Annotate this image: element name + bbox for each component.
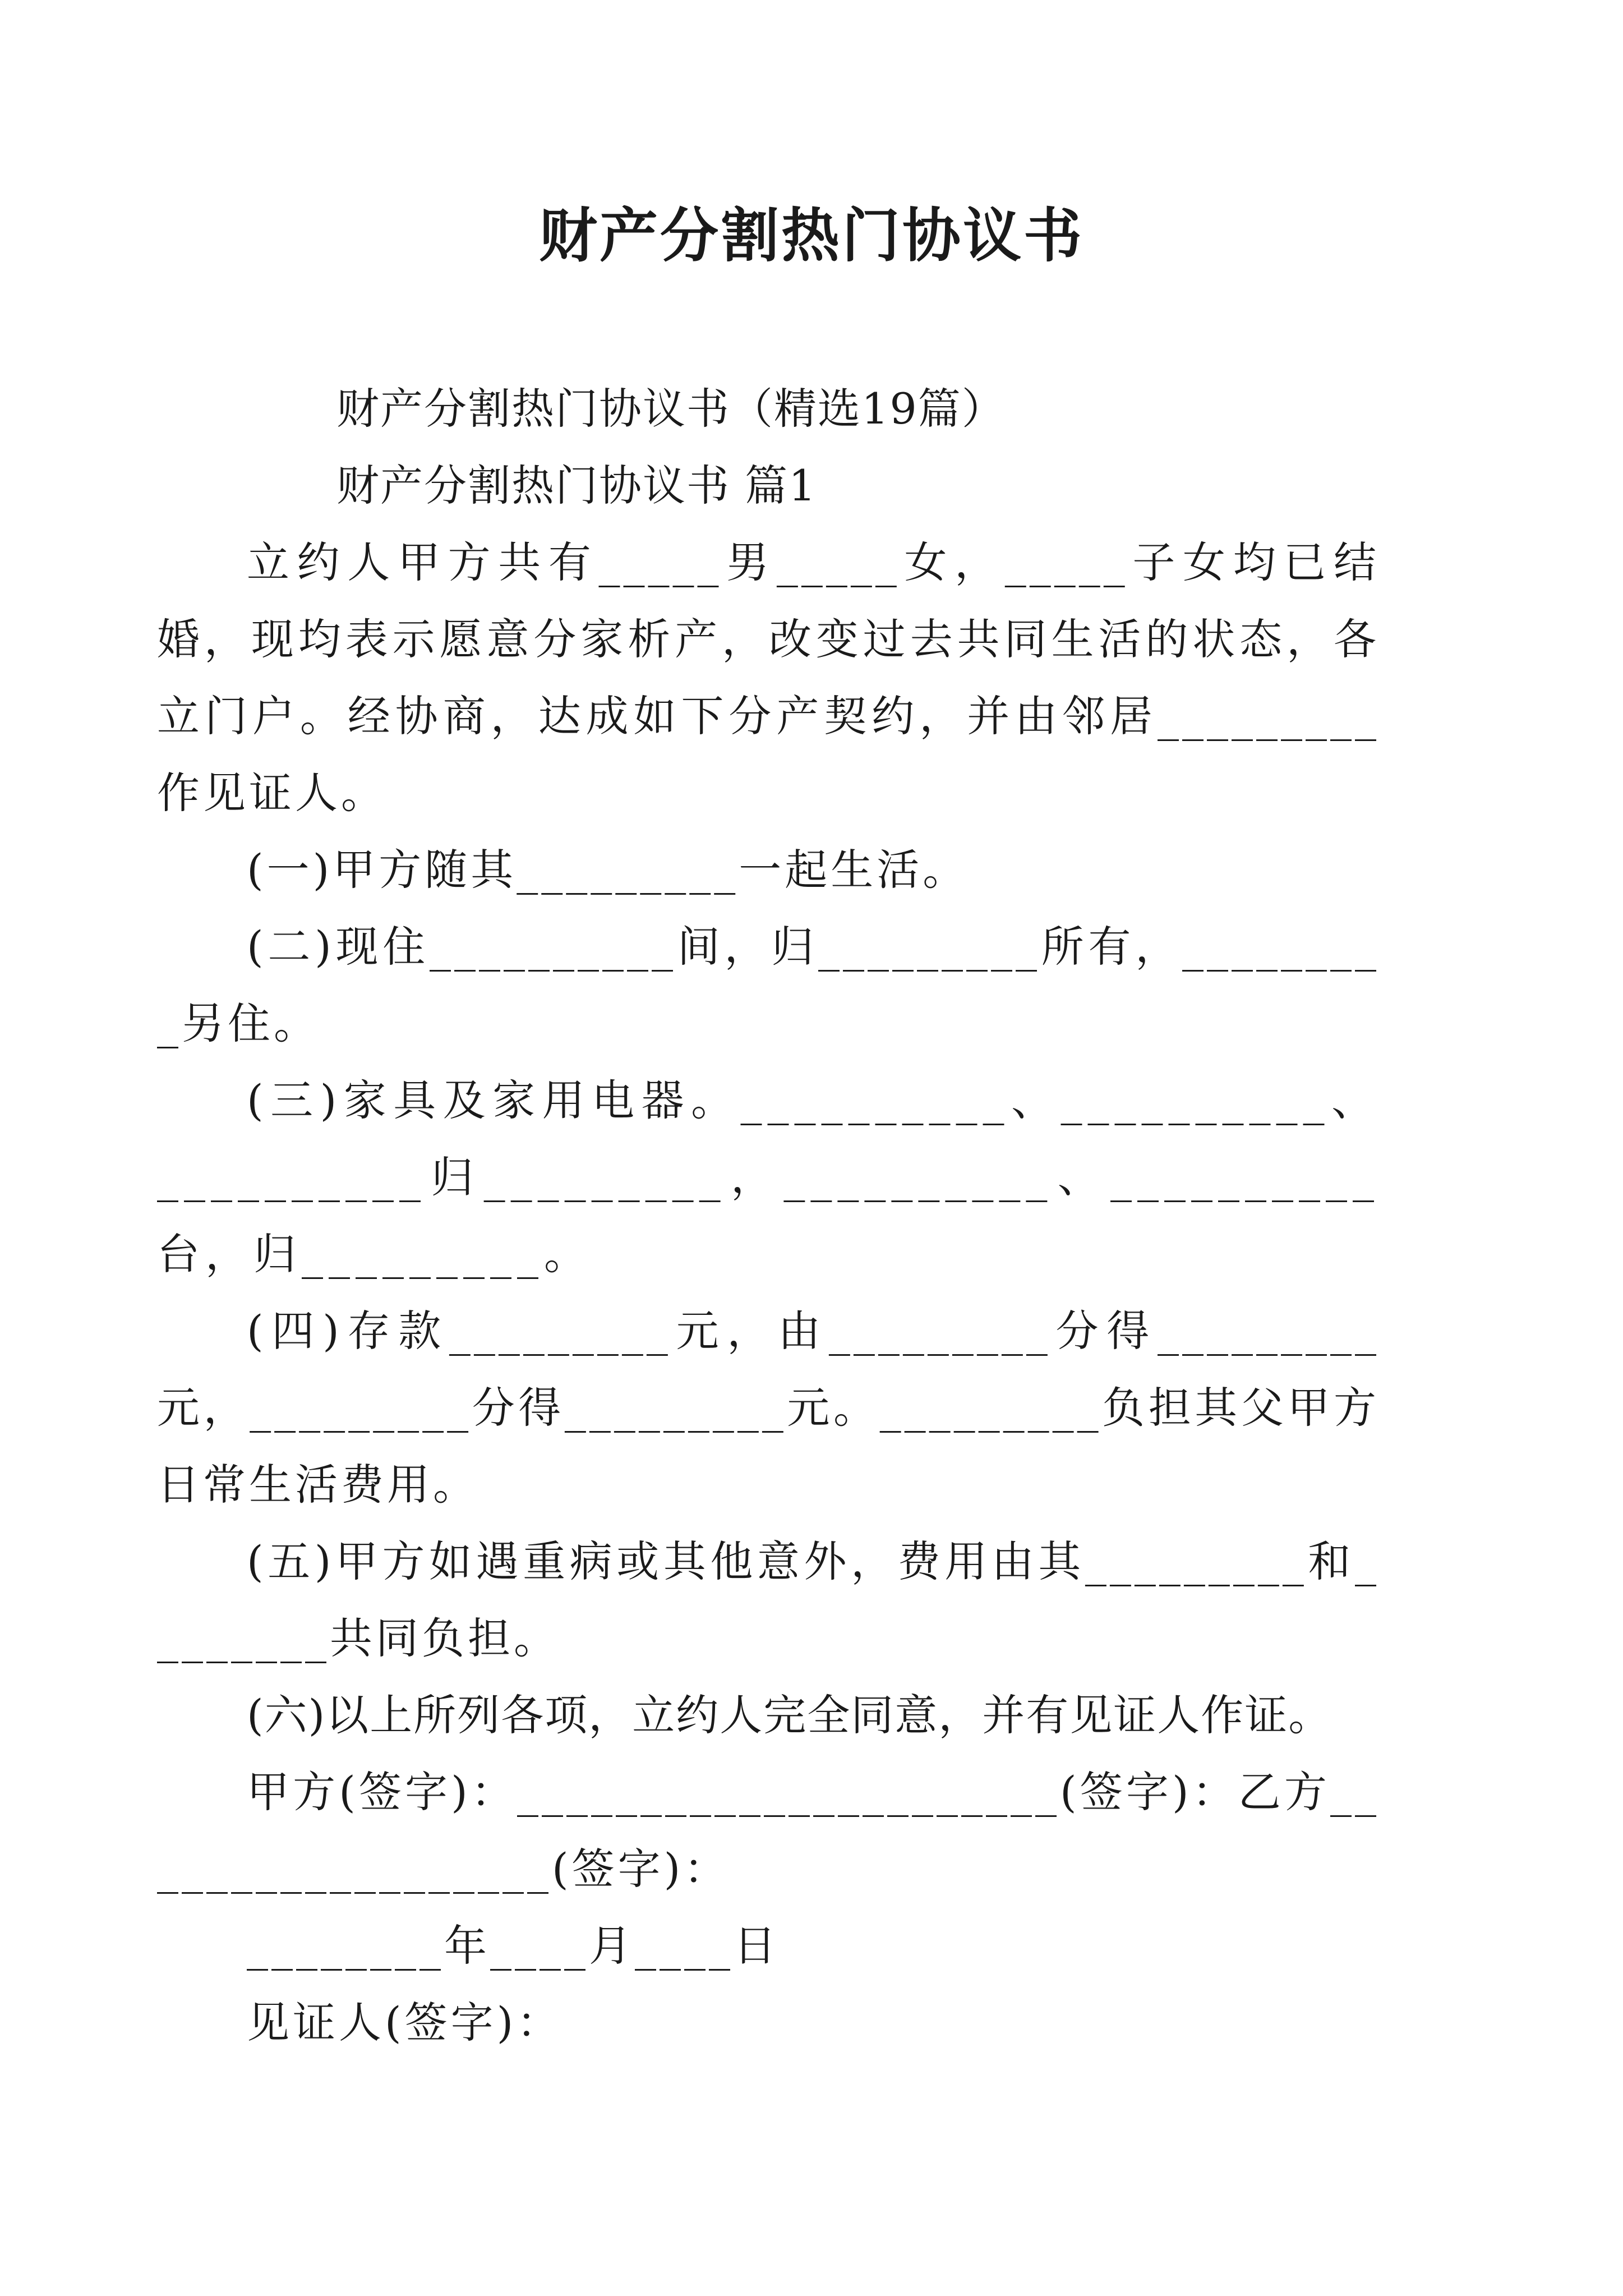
paragraph-date: ________年____月____日 [247,1921,780,1971]
document-body [157,370,1380,2061]
paragraph-intro: 立约人甲方共有_____男_____女，_____子女均已结婚，现均表示愿意分家析产，改变过去共同生活的状态，各立门户。经协商，达成如下分产契约，并由邻居_________作见证人。 [157,537,1380,818]
paragraph-section-heading: 财产分割热门协议书 篇1 [336,461,817,510]
paragraph-clause-6: (六)以上所列各项，立约人完全同意，并有见证人作证。 [247,1690,1332,1740]
paragraph-signatures: 甲方(签字)：______________________(签字)：乙方__________________(签字)： [157,1767,1380,1894]
document-title: 财产分割热门协议书 [538,201,1084,270]
paragraph-clause-2: (二)现住__________间，归_________所有，_________另住。 [157,922,1380,1048]
paragraph-witness: 见证人(签字)： [247,1998,563,2047]
paragraph-clause-3: (三)家具及家用电器。__________、__________、__________归_________，__________、__________台，归_________。 [157,1075,1380,1279]
paragraph-subtitle: 财产分割热门协议书（精选19篇） [336,384,1006,434]
paragraph-clause-5: (五)甲方如遇重病或其他意外，费用由其_________和________共同负担。 [157,1536,1380,1663]
paragraph-clause-1: (一)甲方随其_________一起生活。 [247,845,969,895]
paragraph-clause-4: (四)存款_________元，由_________分得_________元，_________分得_________元。_________负担其父甲方日常生活费用。 [157,1306,1380,1510]
